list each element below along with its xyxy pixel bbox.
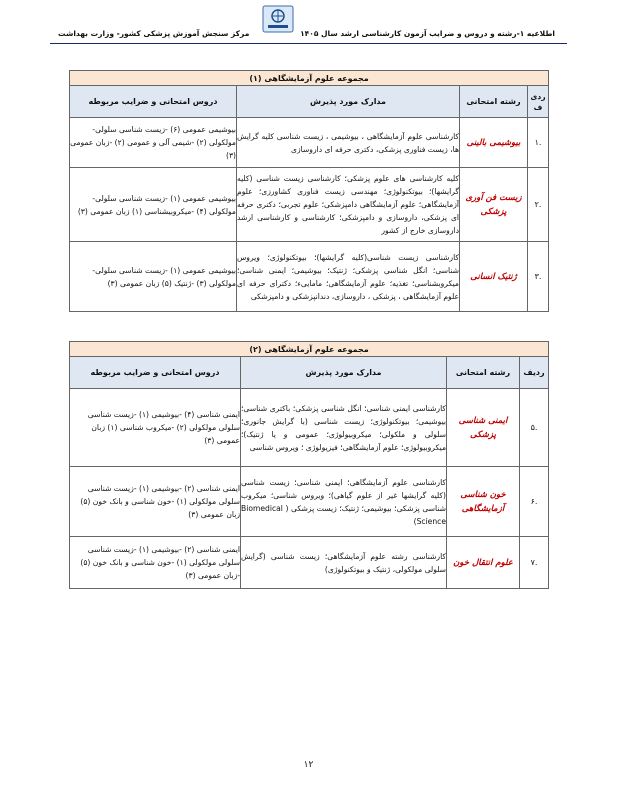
header-divider — [50, 43, 567, 44]
row-number: .۶ — [520, 467, 549, 537]
header-notice: اطلاعیه ۱-رشته و دروس و ضرایب آزمون کارشناسی ارشد سال ۱۴۰۵ — [300, 29, 555, 38]
row-number: .۷ — [520, 537, 549, 589]
col-field-header: رشته امتحانی — [460, 86, 528, 118]
col-row-header: ردیف — [520, 357, 549, 389]
exam-courses: ایمنی شناسی (۲) -بیوشیمی (۱) -زیست شناسی سلولی مولکولی (۱) -خون شناسی و بانک خون (۵) -زبان عمومی (۳) — [70, 537, 241, 589]
table-row — [70, 389, 549, 467]
field-name: زیست فن آوری پزشکی — [460, 168, 528, 242]
exam-courses: ایمنی شناسی (۴) -بیوشیمی (۱) -زیست شناسی سلولی مولکولی (۲) -میکروب شناسی (۱) زبان عمومی (۳) — [70, 389, 241, 467]
exam-courses: بیوشیمی عمومی (۱) -زیست شناسی سلولی- مولکولی (۴) -میکروبیشناسی (۱) زبان عمومی (۳) — [70, 168, 237, 242]
accepted-degrees: کارشناسی رشته علوم آزمایشگاهی؛ زیست شناسی (گرایش سلولی مولکولی، ژنتیک و بیوتکنولوژی) — [241, 537, 447, 589]
table-row — [70, 118, 549, 168]
col-docs-header: مدارک مورد پذیرش — [241, 357, 447, 389]
row-number: .۲ — [528, 168, 549, 242]
table-row — [70, 242, 549, 312]
header-org: مرکز سنجش آموزش پزشکی کشور- وزارت بهداشت — [58, 29, 250, 38]
col-field-header: رشته امتحانی — [447, 357, 520, 389]
accepted-degrees: کلیه کارشناسی های علوم پزشکی؛ کارشناسی زیست شناسی (کلیه گرایشها)؛ بیوتکنولوژی؛ مهندسی زیست فناوری کشاورزی؛ علوم آزمایشگاهی؛ علوم آزمایشگاهی دامپزشکی؛ علوم تجربی؛ دکتری حرفه ای پزشکی، داروسازی و دامپزشکی؛ کارشناسی و کارشناسی ارشد داروسازی خارج از کشور — [237, 168, 460, 242]
col-row-header: ردی ف — [528, 86, 549, 118]
emblem-icon — [262, 5, 294, 33]
page-header — [0, 0, 617, 46]
field-name: بیوشیمی بالینی — [460, 118, 528, 168]
exam-courses: بیوشیمی عمومی (۱) -زیست شناسی سلولی- مولکولی (۳) -ژنتیک (۵) زبان عمومی (۳) — [70, 242, 237, 312]
exam-courses: ایمنی شناسی (۲) -بیوشیمی (۱) -زیست شناسی سلولی مولکولی (۱) -خون شناسی و بانک خون (۵) زبان عمومی (۳) — [70, 467, 241, 537]
accepted-degrees: کارشناسی زیست شناسی(کلیه گرایشها)؛ بیوتکنولوژی؛ ویروس شناسی؛ انگل شناسی پزشکی؛ ژنتیک؛ بیوشیمی؛ ایمنی شناسی؛ میکروبشناسی؛ تغذیه؛ علوم آزمایشگاهی؛ ماماییء؛ دکترای حرفه ای علوم آزمایشگاهی ، پزشکی ، داروسازی، دندانپزشکی و دامپزشکی — [237, 242, 460, 312]
field-name: خون شناسی آزمایشگاهی — [447, 467, 520, 537]
row-number: .۳ — [528, 242, 549, 312]
row-number: .۱ — [528, 118, 549, 168]
field-name: ایمنی شناسی پزشکی — [447, 389, 520, 467]
accepted-degrees: کارشناسی علوم آزمایشگاهی؛ ایمنی شناسی؛ زیست شناسی (کلیه گرایشها غیر از علوم گیاهی)؛ ویروس شناسی؛ میکروب شناسی پزشکی؛ بیوشیمی؛ ژنتیک؛ زیست پزشکی ( Biomedical Science) — [241, 467, 447, 537]
field-name: علوم انتقال خون — [447, 537, 520, 589]
group-title: مجموعه علوم آزمایشگاهی (۲) — [70, 342, 549, 357]
table-row — [70, 537, 549, 589]
group-title: مجموعه علوم آزمایشگاهی (۱) — [70, 71, 549, 86]
accepted-degrees: کارشناسی علوم آزمایشگاهی ، بیوشیمی ، زیست شناسی کلیه گرایش ها، زیست فناوری پزشکی، دکتری حرفه ای داروسازی — [237, 118, 460, 168]
table-row — [70, 168, 549, 242]
row-number: .۵ — [520, 389, 549, 467]
table-row — [70, 467, 549, 537]
col-docs-header: مدارک مورد پذیرش — [237, 86, 460, 118]
col-courses-header: دروس امتحانی و ضرایب مربوطه — [70, 357, 241, 389]
accepted-degrees: کارشناسی ایمنی شناسی؛ انگل شناسی پزشکی؛ باکتری شناسی؛ بیوشیمی؛ بیوتکنولوژی؛ زیست شناسی (با گرایش جانوری؛ سلولی و ملکولی؛ میکروبیولوژی؛ عمومی و یا ژنتیک)؛ میکروبیولوژی؛ علوم آزمایشگاهی؛ فیزیولوژی ؛ ویروس شناسی — [241, 389, 447, 467]
page-number: ۱۲ — [303, 760, 314, 770]
exam-courses: بیوشیمی عمومی (۶) -زیست شناسی سلولی- مولکولی (۲) -شیمی آلی و عمومی (۲) -زبان عمومی (۳) — [70, 118, 237, 168]
lab-group-2-table — [69, 341, 549, 589]
field-name: ژنتیک انسانی — [460, 242, 528, 312]
col-courses-header: دروس امتحانی و ضرایب مربوطه — [70, 86, 237, 118]
lab-group-1-table — [69, 70, 549, 312]
